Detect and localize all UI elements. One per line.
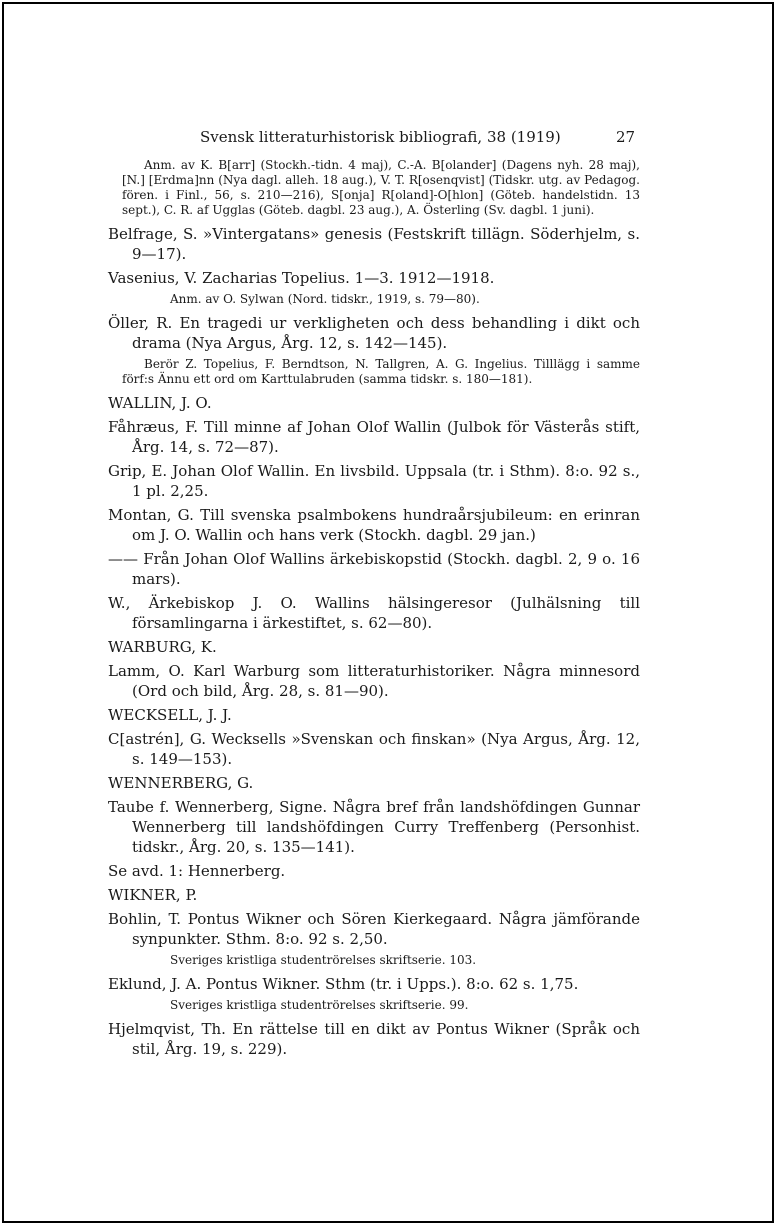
bibliography-entry: Öller, R. En tragedi ur verkligheten och dess behandling i dikt och drama (Nya Argus, Årg. 12, s. 142—145).: [108, 314, 640, 352]
author-heading: WIKNER, P.: [108, 886, 198, 904]
annotation-note: Sveriges kristliga studentrörelses skriftserie. 103.: [170, 953, 477, 967]
bibliography-entry: Grip, E. Johan Olof Wallin. En livsbild. Uppsala (tr. i Sthm). 8:o. 92 s., 1 pl. 2,25.: [108, 462, 640, 500]
running-header: Svensk litteraturhistorisk bibliografi, 38 (1919): [200, 128, 561, 146]
author-heading: WECKSELL, J. J.: [108, 706, 232, 724]
bibliography-entry: C[astrén], G. Wecksells »Svenskan och finskan» (Nya Argus, Årg. 12, s. 149—153).: [108, 730, 640, 768]
author-heading: WARBURG, K.: [108, 638, 217, 656]
annotation-note: Sveriges kristliga studentrörelses skriftserie. 99.: [170, 998, 469, 1012]
author-heading: WALLIN, J. O.: [108, 394, 212, 412]
bibliography-entry: Belfrage, S. »Vintergatans» genesis (Festskrift tillägn. Söderhjelm, s. 9—17).: [108, 225, 640, 263]
author-heading: WENNERBERG, G.: [108, 774, 254, 792]
annotation-note: Anm. av K. B[arr] (Stockh.-tidn. 4 maj), C.-A. B[olander] (Dagens nyh. 28 maj), [N.] [Erdma]nn (Nya dagl. alleh. 18 aug.), V. T. R[osenqvist] (Tidskr. utg. av Pedagog. fören. i Finl., 56, s. 210—216), S[onja] R[oland]-O[hlon] (Göteb. handelstidn. 13 sept.), C. R. af Ugglas (Göteb. dagbl. 23 aug.), A. Österling (Sv. dagbl. 1 juni).: [122, 158, 640, 217]
bibliography-entry: Se avd. 1: Hennerberg.: [108, 862, 286, 880]
bibliography-entry: Fåhræus, F. Till minne af Johan Olof Wallin (Julbok för Västerås stift, Årg. 14, s. 72—87).: [108, 418, 640, 456]
bibliography-entry: Bohlin, T. Pontus Wikner och Sören Kierkegaard. Några jämförande synpunkter. Sthm. 8:o. 92 s. 2,50.: [108, 910, 640, 948]
page-number: 27: [616, 128, 636, 146]
annotation-note: Anm. av O. Sylwan (Nord. tidskr., 1919, s. 79—80).: [170, 292, 480, 306]
bibliography-entry: Eklund, J. A. Pontus Wikner. Sthm (tr. i Upps.). 8:o. 62 s. 1,75.: [108, 975, 579, 993]
bibliography-entry: W., Ärkebiskop J. O. Wallins hälsingeresor (Julhälsning till församlingarna i ärkestiftet, s. 62—80).: [108, 594, 640, 632]
annotation-note: Berör Z. Topelius, F. Berndtson, N. Tallgren, A. G. Ingelius. Tilllägg i samme förf:s Ännu ett ord om Karttulabruden (samma tidskr. s. 180—181).: [122, 357, 640, 386]
bibliography-entry: Lamm, O. Karl Warburg som litteraturhistoriker. Några minnesord (Ord och bild, Årg. 28, s. 81—90).: [108, 662, 640, 700]
bibliography-entry: Taube f. Wennerberg, Signe. Några bref från landshöfdingen Gunnar Wennerberg till landshöfdingen Curry Treffenberg (Personhist. tidskr., Årg. 20, s. 135—141).: [108, 798, 640, 856]
bibliography-entry: Hjelmqvist, Th. En rättelse till en dikt av Pontus Wikner (Språk och stil, Årg. 19, s. 229).: [108, 1020, 640, 1058]
bibliography-entry: Vasenius, V. Zacharias Topelius. 1—3. 1912—1918.: [108, 269, 495, 287]
bibliography-entry: Montan, G. Till svenska psalmbokens hundraårsjubileum: en erinran om J. O. Wallin och hans verk (Stockh. dagbl. 29 jan.): [108, 506, 640, 544]
bibliography-entry: —— Från Johan Olof Wallins ärkebiskopstid (Stockh. dagbl. 2, 9 o. 16 mars).: [108, 550, 640, 588]
document-body: [108, 158, 640, 1063]
